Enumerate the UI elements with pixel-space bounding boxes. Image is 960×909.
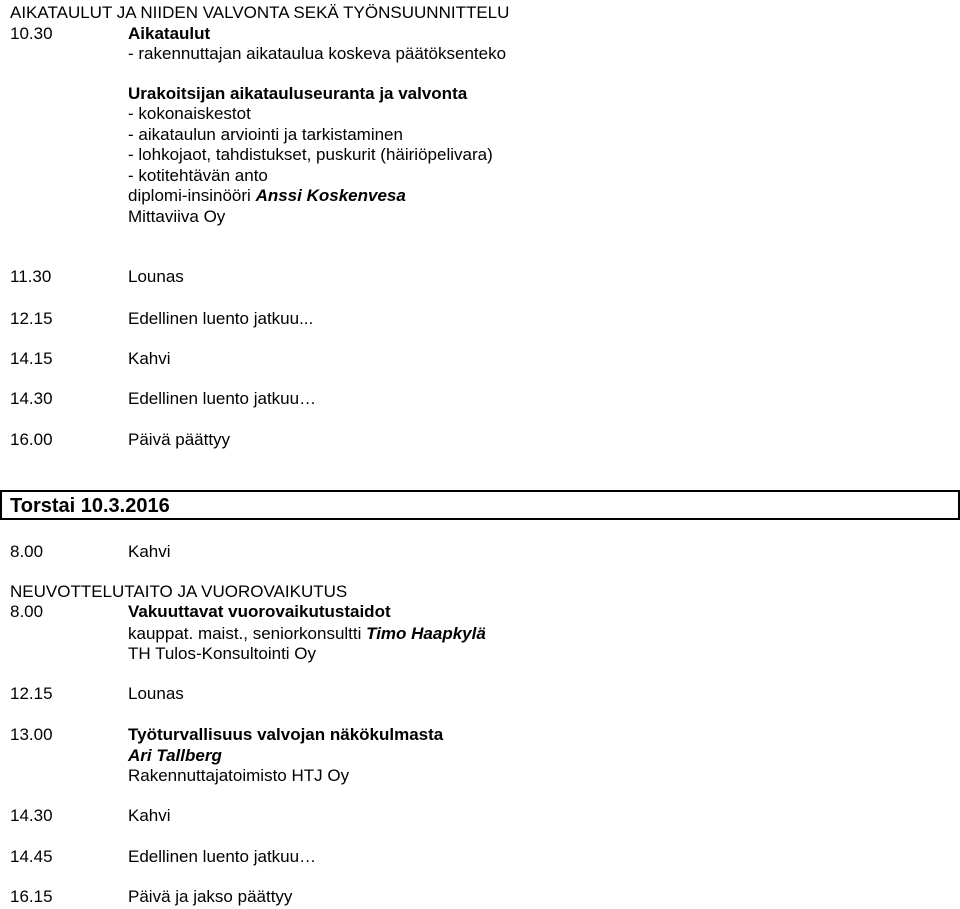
session1-title: Aikataulut: [128, 24, 211, 43]
speaker-name: Timo Haapkylä: [366, 624, 486, 643]
session1-speaker: [128, 186, 406, 206]
session3-time: 13.00: [10, 725, 53, 744]
schedule-time: 12.15: [10, 684, 53, 703]
schedule-item: Päivä päättyy: [128, 430, 231, 449]
schedule-time: 12.15: [10, 309, 53, 328]
page-heading: AIKATAULUT JA NIIDEN VALVONTA SEKÄ TYÖNSUUNNITTELU: [10, 3, 510, 22]
schedule-item: Kahvi: [128, 349, 171, 368]
schedule-time: 11.30: [10, 267, 52, 286]
schedule-time: 14.15: [10, 349, 53, 368]
session2-title: Vakuuttavat vuorovaikutustaidot: [128, 602, 391, 621]
session3-org: Rakennuttajatoimisto HTJ Oy: [128, 766, 350, 785]
schedule-item: Lounas: [128, 267, 184, 286]
schedule-time: 14.30: [10, 806, 53, 825]
schedule-item: Päivä ja jakso päättyy: [128, 887, 293, 906]
session3-title: Työturvallisuus valvojan näkökulmasta: [128, 725, 444, 744]
session2-time: 8.00: [10, 602, 44, 621]
schedule-item: Kahvi: [128, 542, 171, 561]
day-header-box: [0, 490, 960, 520]
schedule-item: Kahvi: [128, 806, 171, 825]
session1-item: - kokonaiskestot: [128, 104, 251, 123]
session1-org: Mittaviiva Oy: [128, 207, 226, 226]
session1-item: - kotitehtävän anto: [128, 166, 268, 185]
section-heading: NEUVOTTELUTAITO JA VUOROVAIKUTUS: [10, 582, 348, 601]
session3-speaker: Ari Tallberg: [128, 746, 222, 765]
schedule-item: Lounas: [128, 684, 184, 703]
speaker-name: Anssi Koskenvesa: [255, 186, 406, 205]
session1-time: 10.30: [10, 24, 53, 43]
schedule-item: Edellinen luento jatkuu...: [128, 309, 314, 328]
speaker-title: kauppat. maist., seniorkonsultti: [128, 624, 367, 643]
session2-org: TH Tulos-Konsultointi Oy: [128, 644, 317, 663]
schedule-item: Edellinen luento jatkuu…: [128, 847, 317, 866]
speaker-title: diplomi-insinööri: [128, 186, 256, 205]
schedule-time: 16.15: [10, 887, 53, 906]
session1-item: - lohkojaot, tahdistukset, puskurit (häiriöpelivara): [128, 145, 493, 164]
session1-subitem: - rakennuttajan aikataulua koskeva päätöksenteko: [128, 44, 507, 63]
session1-item: - aikataulun arviointi ja tarkistaminen: [128, 125, 403, 144]
day-header: Torstai 10.3.2016: [10, 495, 170, 517]
session1-topic: Urakoitsijan aikatauluseuranta ja valvonta: [128, 84, 468, 103]
schedule-item: Edellinen luento jatkuu…: [128, 389, 317, 408]
schedule-time: 14.45: [10, 847, 53, 866]
schedule-time: 8.00: [10, 542, 44, 561]
schedule-time: 16.00: [10, 430, 53, 449]
session2-speaker: [128, 624, 486, 644]
schedule-time: 14.30: [10, 389, 53, 408]
